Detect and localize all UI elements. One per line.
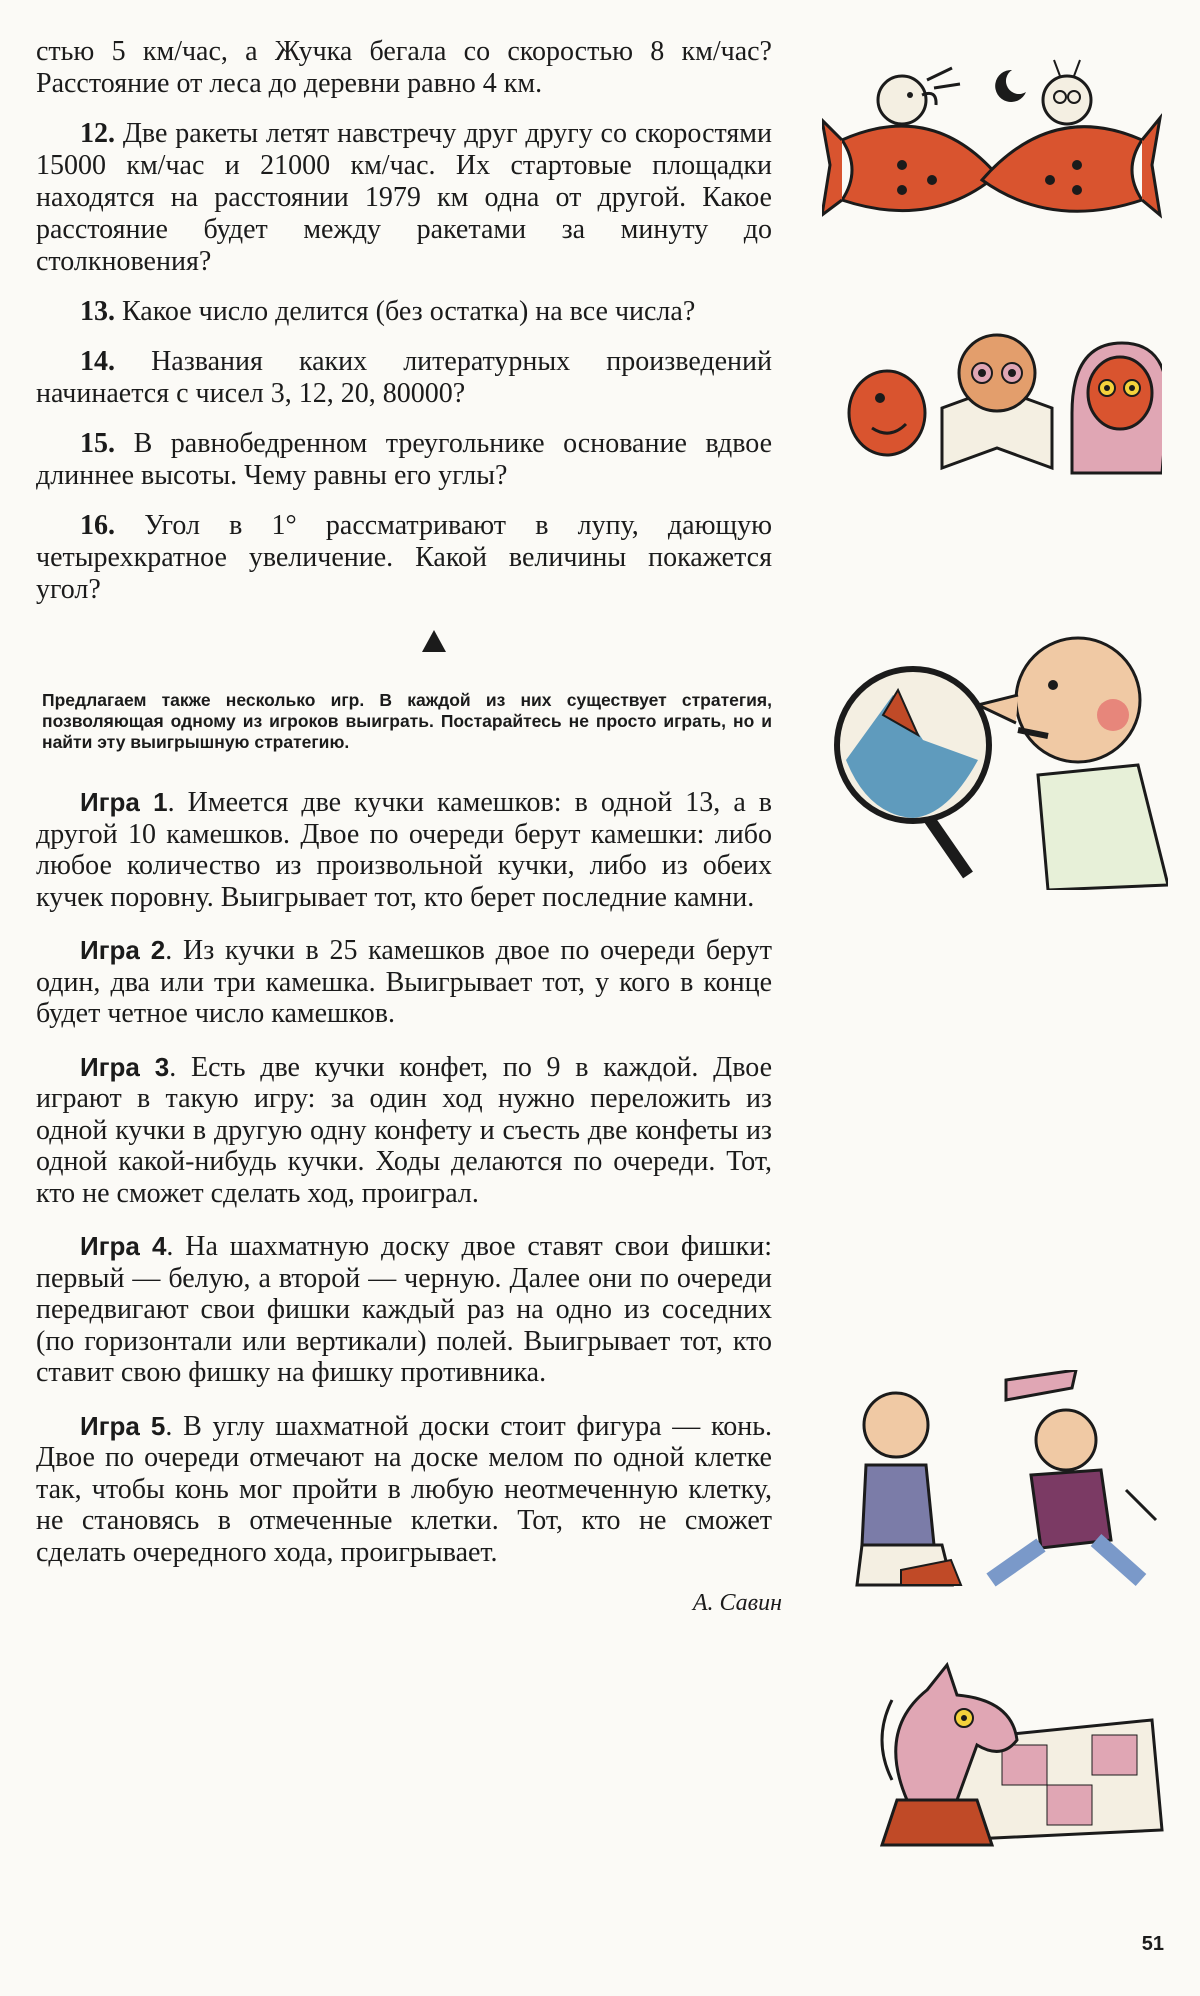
game-text: Имеется две кучки камешков: в одной 13, а в другой 10 камешков. Двое по очереди берут камешки: либо любое количество из произвольной кучки, либо из обеих кучек поровну. Выигрывает тот, кто берет последние камни.	[36, 787, 773, 913]
reader-left-icon	[849, 371, 925, 455]
problem-number: 14.	[80, 346, 115, 377]
game-title: Игра 1	[80, 787, 168, 817]
game-4: Игра 4. На шахматную доску двое ставят свои фишки: первый — белую, а второй — черную. Далее они по очереди передвигают свои фишки каждый раз на одно из соседних (по горизонтали или вертикали) полей. Выигрывает тот, кто ставит свою фишку на фишку противника.	[36, 1231, 773, 1388]
problem-number: 13.	[80, 296, 115, 327]
left-rocket-icon	[822, 68, 997, 215]
moon-icon	[995, 70, 1026, 102]
knight-illustration	[852, 1660, 1172, 1860]
readers-illustration	[832, 318, 1162, 478]
page-number: 51	[1141, 1933, 1164, 1955]
problem-text: В равнобедренном треугольнике основание вдвое длиннее высоты. Чему равны его углы?	[36, 428, 772, 491]
right-rocket-icon	[982, 60, 1160, 215]
reader-middle-icon	[942, 335, 1052, 468]
continuation-paragraph: стью 5 км/час, а Жучка бегала со скоростью 8 км/час? Расстояние от леса до деревни равно 4 км.	[36, 36, 772, 99]
game-5: Игра 5. В углу шахматной доски стоит фигура — конь. Двое по очереди отмечают на доске мелом по одной клетке так, чтобы конь мог пройти в любую неотмеченную клетку, не становясь в отмеченные клетки. Тот, кто не сможет сделать очередного хода, проигрывает.	[36, 1410, 772, 1568]
game-text: На шахматную доску двое ставят свои фишки: первый — белую, а второй — черную. Далее они по очереди передвигают свои фишки каждый раз на одно из соседних (по горизонтали или вертикали) полей. Выигрывает тот, кто ставит свою фишку на фишку противника.	[36, 1231, 773, 1388]
game-text: Из кучки в 25 камешков двое по очереди берут один, два или три камешка. Выигрывает тот, у кого в конце будет четное число камешков.	[36, 935, 773, 1029]
problem-14	[36, 346, 772, 410]
bald-man-icon	[978, 638, 1168, 890]
game-title: Игра 3	[80, 1051, 170, 1082]
problem-16	[36, 510, 772, 606]
game-2: Игра 2. Из кучки в 25 камешков двое по очереди берут один, два или три камешка. Выигрывает тот, у кого в конце будет четное число камешков.	[36, 935, 773, 1029]
problem-number: 15.	[80, 428, 115, 459]
sitting-boy-icon	[857, 1393, 961, 1585]
problem-15	[36, 428, 772, 492]
problem-text: Угол в 1° рассматривают в лупу, дающую четырехкратное увеличение. Какой величины покажется угол?	[36, 510, 773, 605]
reader-right-icon	[1072, 343, 1162, 473]
section-divider-triangle-icon	[422, 630, 446, 652]
game-title: Игра 5	[80, 1410, 166, 1441]
problem-text: Какое число делится (без остатка) на все числа?	[122, 296, 696, 327]
game-title: Игра 4	[80, 1231, 167, 1261]
problem-text: Названия каких литературных произведений начинается с чисел 3, 12, 20, 80000?	[36, 346, 773, 409]
problem-12	[36, 118, 772, 278]
problem-number: 16.	[80, 510, 115, 541]
game-3: Игра 3. Есть две кучки конфет, по 9 в каждой. Двое играют в такую игру: за один ход нужно переложить из одной кучки в другую одну конфету и съесть две конфеты из одной какой-нибудь кучки. Ходы делаются по очереди. Тот, кто не сможет сделать ход, проиграл.	[36, 1051, 772, 1209]
game-text: В углу шахматной доски стоит фигура — конь. Двое по очереди отмечают на доске мелом по одной клетке так, чтобы конь мог пройти в любую неотмеченную клетку, не становясь в отмеченные клетки. Тот, кто не сможет сделать очередного хода, проигрывает.	[36, 1410, 772, 1568]
author-signature: А. Савин	[692, 1590, 782, 1616]
problem-text: Две ракеты летят навстречу друг другу со скоростями 15000 км/час и 21000 км/час. Их стартовые площадки находятся на расстоянии 1979 км одна от другой. Какое расстояние будет между ракетами за минуту до столкновения?	[36, 118, 772, 277]
magnifying-glass-icon	[837, 669, 989, 875]
magnifier-man-illustration	[828, 620, 1168, 890]
candy-boys-illustration	[826, 1370, 1166, 1610]
game-title: Игра 2	[80, 935, 166, 965]
game-text: Есть две кучки конфет, по 9 в каждой. Двое играют в такую игру: за один ход нужно переложить из одной кучки в другую одну конфету и съесть две конфеты из одной какой-нибудь кучки. Ходы делаются по очереди. Тот, кто не сможет сделать ход, проиграл.	[36, 1051, 772, 1209]
article-text	[36, 36, 782, 1617]
rockets-illustration	[822, 40, 1162, 240]
games-intro: Предлагаем также несколько игр. В каждой из них существует стратегия, позволяющая одному из игроков выиграть. Постарайтесь не просто играть, но и найти эту выигрышную стратегию.	[42, 690, 772, 752]
game-1: Игра 1. Имеется две кучки камешков: в одной 13, а в другой 10 камешков. Двое по очереди берут камешки: либо любое количество из произвольной кучки, либо из обеих кучек поровну. Выигрывает тот, кто берет последние камни.	[36, 787, 773, 913]
running-boy-icon	[991, 1370, 1156, 1580]
problem-13	[36, 296, 772, 328]
problem-number: 12.	[80, 118, 115, 149]
